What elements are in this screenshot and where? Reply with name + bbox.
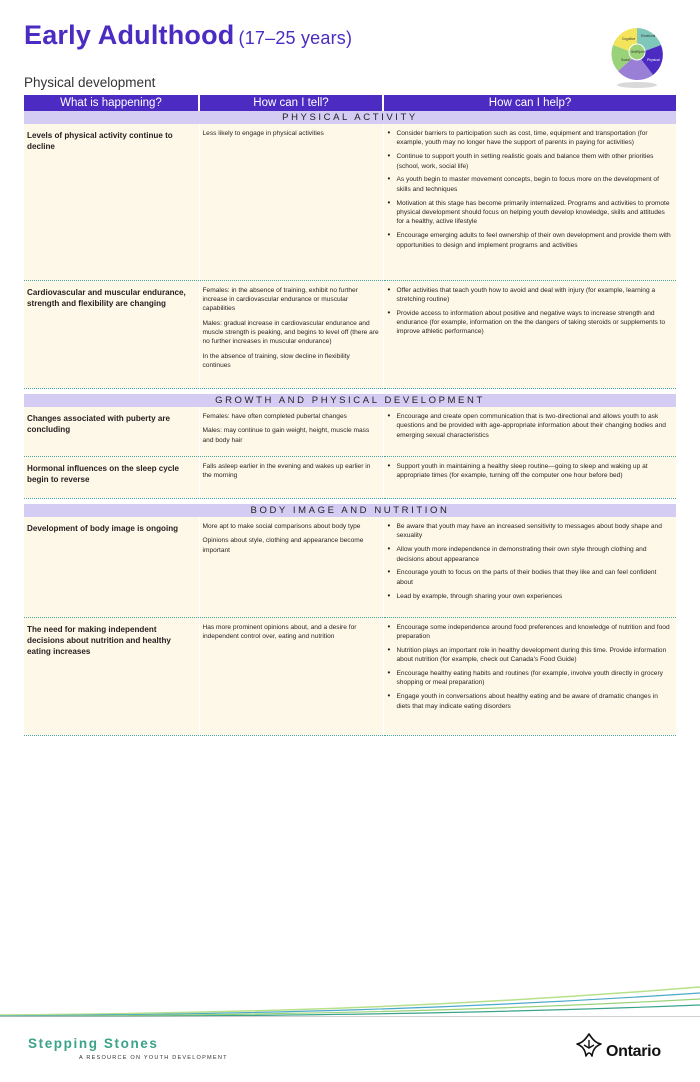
table-row: [24, 124, 676, 280]
tell-text: Opinions about style, clothing and appearance become important: [202, 537, 364, 554]
help-cell: [383, 407, 676, 456]
help-item: • Support youth in maintaining a healthy sleep routine—going to sleep and waking up at appropriate times (for example, turning off the computer one hour before bed): [387, 462, 674, 481]
help-item: • Encourage healthy eating habits and routines (for example, involve youth directly in grocery shopping or meal preparation): [387, 669, 674, 688]
help-list: [387, 623, 674, 711]
help-item: • Motivation at this stage has become primarily internalized. Programs and activities to promote physical development should focus on helping youth develop knowledge, skills and attitudes for a healthy, active lifestyle: [387, 199, 674, 227]
table-row: [24, 617, 676, 735]
help-item: • Encourage youth to focus on the parts of their bodies that they like and can feel confident about: [387, 568, 674, 587]
help-item: • Consider barriers to participation such as cost, time, equipment and transportation (for example, youth may no longer have the support of parents in paying for activities): [387, 129, 674, 148]
wheel-label-emotional: Emotional: [641, 34, 656, 38]
happening-cell: Development of body image is ongoing: [24, 517, 199, 617]
tell-text: Males: gradual increase in cardiovascular endurance and muscle strength is peaking, and begins to level off (there are no further increases in muscular endurance): [202, 319, 379, 346]
wave-line: [0, 987, 700, 1015]
table-header-row: [24, 95, 676, 111]
help-item: • Provide access to information about positive and negative ways to increase strength and endurance (for example, information on the the dangers of taking steroids or supplements to improve athletic performance): [387, 309, 674, 337]
table-row: [24, 407, 676, 456]
table-row: [24, 280, 676, 388]
section-band-physical-activity: PHYSICAL ACTIVITY: [24, 111, 676, 124]
help-cell: [383, 280, 676, 388]
tell-cell: [199, 456, 383, 498]
tell-text: Falls asleep earlier in the evening and wakes up earlier in the morning: [202, 462, 371, 479]
help-cell: [383, 456, 676, 498]
help-item: • Encourage some independence around food preferences and knowledge of nutrition and food preparation: [387, 623, 674, 642]
tell-text: Males: may continue to gain weight, height, muscle mass and body hair: [202, 427, 370, 444]
tell-text: Less likely to engage in physical activities: [202, 130, 324, 137]
section-band-growth: GROWTH AND PHYSICAL DEVELOPMENT: [24, 394, 676, 407]
ontario-wordmark: Ontario: [606, 1043, 661, 1060]
help-list: [387, 129, 674, 250]
help-list: [387, 412, 674, 440]
help-item: • Continue to support youth in setting realistic goals and balance them with other priorities (school, work, social life): [387, 152, 674, 171]
tell-cell: [199, 280, 383, 388]
help-cell: [383, 124, 676, 280]
section-title: Physical development: [24, 75, 156, 90]
trillium-icon: [574, 1030, 604, 1060]
help-item: • Encourage and create open communication that is two-directional and allows youth to ask questions and be provided with age-appropriate information about their changing bodies and emerging sexual characteristics: [387, 412, 674, 440]
wheel-label-social: Social: [621, 58, 630, 62]
help-item: • Nutrition plays an important role in healthy development during this time. Provide information about nutrition (for example, check out Canada's Food Guide): [387, 646, 674, 665]
column-header-help: How can I help?: [383, 95, 676, 111]
wheel-label-cognitive: Cognitive: [622, 37, 636, 41]
tell-cell: [199, 617, 383, 735]
tell-cell: [199, 407, 383, 456]
brand-tagline: A RESOURCE ON YOUTH DEVELOPMENT: [79, 1055, 228, 1061]
happening-cell: Hormonal influences on the sleep cycle begin to reverse: [24, 456, 199, 498]
table-row: [24, 517, 676, 617]
wheel-label-physical: Physical: [647, 58, 660, 62]
column-header-happening: What is happening?: [24, 95, 199, 111]
happening-cell: The need for making independent decisions about nutrition and healthy eating increases: [24, 617, 199, 735]
wheel-label-self-spirit: Self/Spirit: [631, 50, 645, 54]
development-table: [24, 95, 676, 736]
page-title: Early Adulthood (17–25 years): [24, 20, 353, 50]
tell-text: Has more prominent opinions about, and a desire for independent control over, eating and nutrition: [202, 623, 357, 640]
tell-cell: [199, 124, 383, 280]
help-cell: [383, 617, 676, 735]
table-row: [24, 456, 676, 498]
help-list: [387, 522, 674, 601]
help-list: [387, 462, 674, 481]
development-wheel-icon: [609, 23, 665, 89]
help-item: • Encourage emerging adults to feel ownership of their own development and provide them with opportunities to design and implement programs and activities: [387, 231, 674, 250]
help-item: • Offer activities that teach youth how to avoid and deal with injury (for example, learning a stretching routine): [387, 286, 674, 305]
help-item: • Engage youth in conversations about healthy eating and be aware of dramatic changes in diets that may indicate eating disorders: [387, 692, 674, 711]
help-cell: [383, 517, 676, 617]
help-item: • Be aware that youth may have an increased sensitivity to messages about body shape and sexuality: [387, 522, 674, 541]
tell-text: In the absence of training, slow decline in flexibility continues: [202, 352, 350, 370]
age-range: (17–25 years): [238, 28, 353, 48]
happening-cell: Levels of physical activity continue to decline: [24, 124, 199, 280]
column-header-tell: How can I tell?: [199, 95, 383, 111]
tell-cell: [199, 517, 383, 617]
happening-cell: Cardiovascular and muscular endurance, strength and flexibility are changing: [24, 280, 199, 388]
tell-text: Females: have often completed pubertal changes: [202, 413, 347, 420]
section-band-body-image: BODY IMAGE AND NUTRITION: [24, 504, 676, 517]
help-item: • As youth begin to master movement concepts, begin to focus more on the development of skills and techniques: [387, 175, 674, 194]
happening-cell: Changes associated with puberty are concluding: [24, 407, 199, 456]
help-list: [387, 286, 674, 337]
brand-name: Stepping Stones: [28, 1036, 159, 1051]
tell-text: More apt to make social comparisons about body type: [202, 523, 361, 530]
tell-text: Females: in the absence of training, exhibit no further increase in cardiovascular endurance or muscular capabilities: [202, 286, 358, 313]
help-item: • Allow youth more independence in demonstrating their own style through clothing and decisions about appearance: [387, 545, 674, 564]
footer-wave-lines: [0, 985, 700, 1017]
page-header: [24, 20, 352, 51]
help-item: • Lead by example, through sharing your own experiences: [387, 592, 674, 601]
